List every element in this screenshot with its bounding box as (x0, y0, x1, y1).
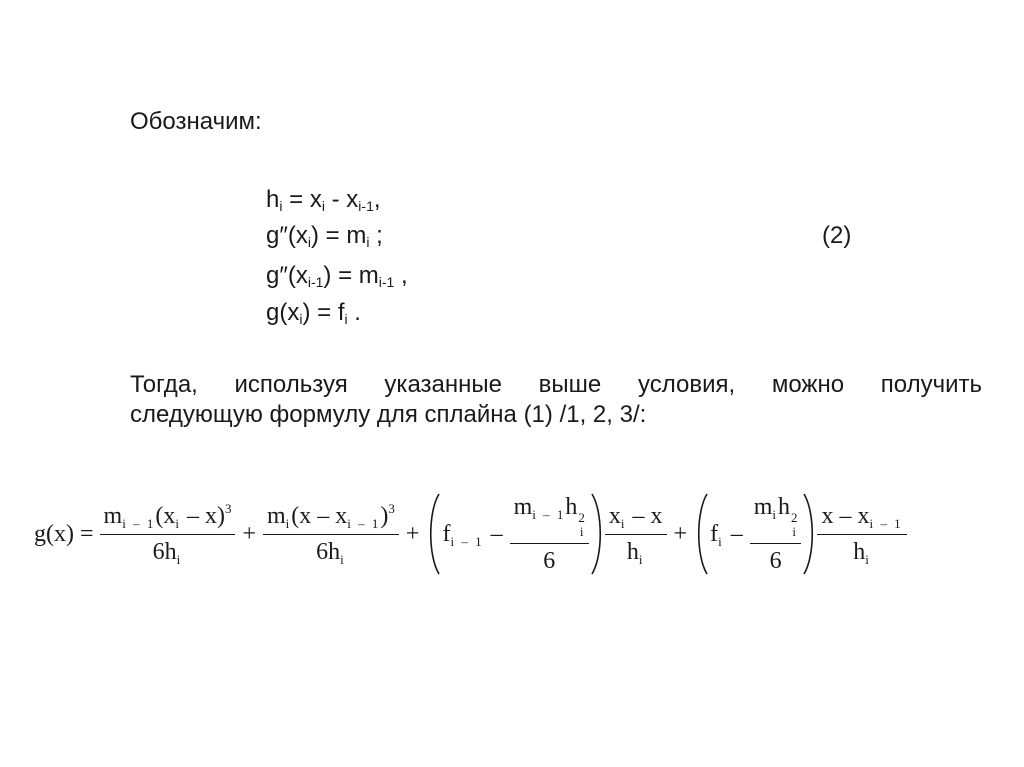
right-paren (589, 492, 605, 576)
term-4-inner-fraction (750, 494, 802, 575)
right-paren (801, 492, 817, 576)
term-3-inner-fraction (510, 494, 589, 575)
term-4-ratio-denominator: $h_i$ (853, 538, 871, 567)
term-3-inner-denominator: 6 (543, 547, 556, 574)
definition-g-xi: $g(x_i) = f_i$ . (266, 299, 361, 327)
term-4-f: $f_i$ (710, 520, 724, 549)
term-3-inner-numerator: $m_{i - 1}h$ 2 i (510, 494, 589, 544)
paragraph (130, 370, 982, 430)
definition-g2-xi: $g''(x_i) = m_i$ ; (266, 222, 383, 250)
formula-lhs: g(x) = (34, 520, 94, 547)
left-paren (694, 492, 710, 576)
term-1-denominator: $6h_i$ (152, 538, 183, 567)
term-3-f: $f_{i - 1}$ (442, 520, 484, 549)
term-1-numerator: $m_{i - 1}(x_i - x)^3$ (100, 503, 236, 535)
term-3-ratio-numerator: $x_i$ – x (605, 503, 667, 535)
term-4-inner-denominator: 6 (769, 547, 782, 574)
term-4-ratio (817, 503, 906, 566)
plus-operator: + (673, 520, 688, 547)
term-2-numerator: $m_i(x - x_{i - 1})^3$ (263, 503, 399, 535)
term-2-fraction (263, 500, 399, 567)
paragraph-line-2: следующую формулу для сплайна (1) /1, 2, 3/: (130, 401, 647, 428)
term-4-ratio-numerator: x – $x_{i - 1}$ (817, 503, 906, 535)
minus-operator: – (730, 520, 743, 547)
term-4-group (694, 492, 817, 576)
plus-operator: + (242, 520, 256, 547)
paragraph-line-1: Тогда, используя указанные выше условия, можно получить (130, 371, 982, 398)
term-3-group (426, 492, 604, 576)
minus-operator: – (490, 520, 503, 547)
left-paren (426, 492, 442, 576)
term-3-ratio-denominator: $h_i$ (626, 538, 645, 567)
plus-operator: + (405, 520, 420, 547)
equation-number: (2) (822, 222, 852, 249)
term-3-ratio (605, 503, 667, 566)
term-1-fraction (100, 500, 236, 567)
term-4-inner-numerator: $m_ih$ 2 i (750, 494, 802, 544)
spline-formula (34, 484, 1006, 584)
term-2-denominator: $6h_i$ (316, 538, 346, 567)
definition-h: $h_i = x_i - x_{i-1}$, (266, 186, 381, 214)
heading: Обозначим: (130, 108, 262, 135)
definition-g2-xi-1: $g''(x_{i-1}) = m_{i-1}$ , (266, 262, 408, 290)
